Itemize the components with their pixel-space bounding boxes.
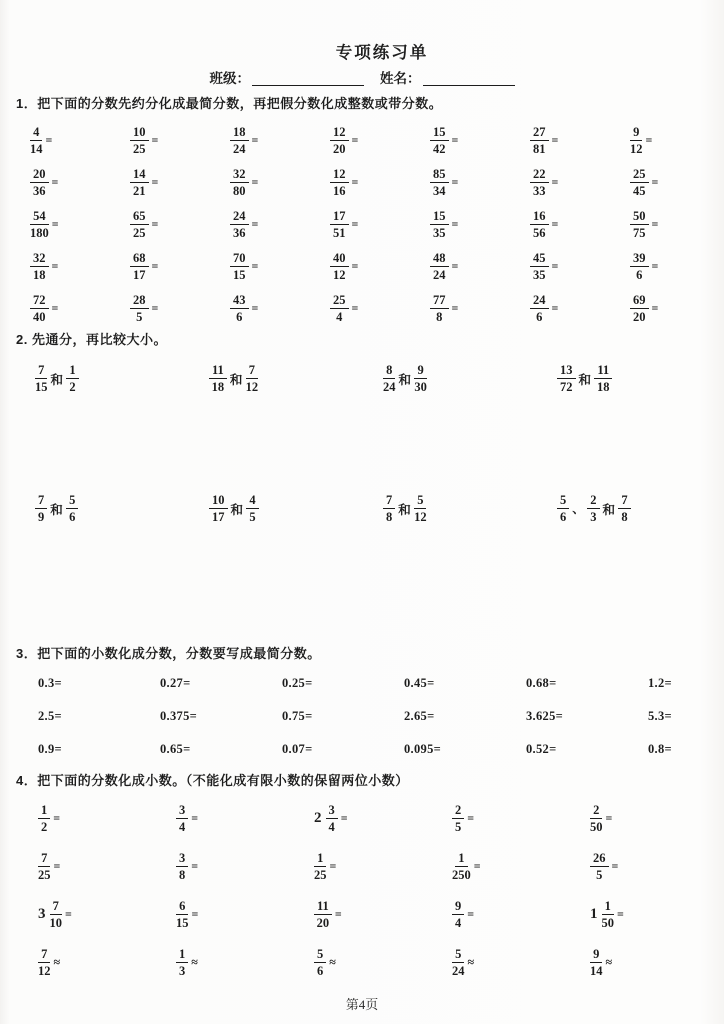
- exercise-item: $\frac{27}{81}$ =: [530, 125, 630, 156]
- page-number: 第4页: [345, 997, 379, 1012]
- fraction: $\frac{3}{4}$: [176, 803, 188, 834]
- exercise-item: 5.3=: [648, 709, 672, 723]
- exercise-item: $\frac{39}{6}$ =: [630, 251, 724, 282]
- fraction: $\frac{50}{75}$: [630, 209, 649, 240]
- fraction: $\frac{85}{34}$: [430, 167, 449, 198]
- exercise-item: $\frac{7}{12}$ ≈: [38, 946, 61, 978]
- fraction: $\frac{10}{17}$: [209, 493, 228, 524]
- fraction: $\frac{11}{20}$: [314, 899, 332, 930]
- fraction: $\frac{7}{12}$: [245, 363, 259, 394]
- fraction: $\frac{43}{6}$: [230, 293, 249, 324]
- fraction: $\frac{16}{56}$: [530, 209, 549, 240]
- exercise-item: $\frac{24}{36}$ =: [230, 209, 330, 240]
- fraction: $\frac{20}{36}$: [30, 167, 49, 198]
- exercise-item: $\frac{18}{24}$ =: [230, 125, 330, 156]
- exercise-item: $\frac{7}{9}$ 和 $\frac{5}{6}$: [35, 481, 209, 524]
- name-blank-field: [423, 71, 515, 86]
- class-label: 班级：: [209, 71, 250, 86]
- fraction: $\frac{5}{12}$: [414, 493, 427, 524]
- fraction: $\frac{12}{20}$: [330, 125, 349, 156]
- exercise-item: $\frac{2}{5}$ =: [452, 803, 590, 834]
- exercise-item: $\frac{28}{5}$ =: [130, 293, 230, 324]
- section4-grid: [38, 794, 724, 986]
- exercise-item: $\frac{7}{25}$ =: [38, 850, 61, 882]
- fraction: $\frac{1}{3}$: [176, 947, 188, 978]
- fraction: $\frac{7}{15}$: [35, 363, 48, 394]
- exercise-item: $\frac{25}{4}$ =: [330, 293, 430, 324]
- exercise-item: 0.68=: [526, 676, 557, 690]
- fraction: $\frac{77}{8}$: [430, 293, 449, 324]
- fraction: $\frac{1}{2}$: [38, 803, 50, 834]
- fraction: $\frac{40}{12}$: [330, 251, 349, 282]
- exercise-item: 0.45=: [404, 676, 435, 690]
- fraction: $\frac{5}{6}$: [314, 947, 326, 978]
- fraction: $\frac{54}{180}$: [30, 208, 49, 240]
- exercise-item: 2 $\frac{3}{4}$ =: [314, 802, 348, 834]
- fraction: $\frac{10}{25}$: [130, 125, 149, 156]
- exercise-item: $\frac{32}{18}$ =: [30, 251, 130, 282]
- fraction: $\frac{27}{81}$: [530, 125, 549, 156]
- section3-grid: [38, 667, 724, 766]
- fraction: $\frac{48}{24}$: [430, 251, 449, 282]
- exercise-item: $\frac{43}{6}$ =: [230, 293, 330, 324]
- fraction: $\frac{14}{21}$: [130, 167, 149, 198]
- exercise-item: $\frac{2}{50}$ =: [590, 802, 613, 834]
- fraction: $\frac{5}{6}$: [66, 493, 78, 524]
- fraction: $\frac{4}{5}$: [246, 493, 258, 524]
- exercise-item: $\frac{6}{15}$ =: [176, 898, 199, 930]
- exercise-item: 0.07=: [282, 742, 313, 756]
- exercise-item: $\frac{45}{35}$ =: [530, 251, 630, 282]
- exercise-item: $\frac{70}{15}$ =: [230, 251, 330, 282]
- exercise-item: $\frac{16}{56}$ =: [530, 209, 630, 240]
- exercise-item: $\frac{3}{4}$ =: [176, 803, 314, 834]
- fraction: $\frac{72}{40}$: [30, 293, 49, 324]
- exercise-item: $\frac{7}{15}$ 和 $\frac{1}{2}$: [35, 351, 209, 394]
- exercise-item: $\frac{5}{6}$ 、 $\frac{2}{3}$ 和 $\frac{7}{8}$: [557, 481, 724, 524]
- fraction: $\frac{1}{25}$: [314, 850, 327, 882]
- section1-grid: [30, 119, 724, 329]
- exercise-item: 0.27=: [160, 676, 191, 690]
- fraction: $\frac{18}{24}$: [230, 125, 249, 156]
- exercise-item: 0.65=: [160, 742, 191, 756]
- exercise-item: 0.095=: [404, 742, 442, 756]
- fraction: $\frac{8}{24}$: [383, 363, 396, 394]
- fraction: $\frac{24}{36}$: [230, 209, 249, 240]
- exercise-item: $\frac{9}{12}$ =: [630, 124, 653, 156]
- exercise-item: $\frac{50}{75}$ =: [630, 209, 724, 240]
- fraction: $\frac{7}{8}$: [618, 493, 630, 524]
- exercise-item: $\frac{85}{34}$ =: [430, 167, 530, 198]
- exercise-item: $\frac{32}{80}$ =: [230, 167, 330, 198]
- exercise-item: $\frac{14}{21}$ =: [130, 167, 230, 198]
- fraction: $\frac{70}{15}$: [230, 251, 249, 282]
- fraction: $\frac{4}{14}$: [30, 124, 43, 156]
- exercise-item: $\frac{5}{6}$ ≈: [314, 947, 452, 978]
- exercise-item: $\frac{11}{20}$ =: [314, 899, 452, 930]
- exercise-item: $\frac{1}{25}$ =: [314, 850, 337, 882]
- fraction: $\frac{7}{8}$: [383, 493, 395, 524]
- fraction: $\frac{24}{6}$: [530, 293, 549, 324]
- fraction: $\frac{32}{18}$: [30, 251, 49, 282]
- exercise-item: 0.75=: [282, 709, 313, 723]
- exercise-item: 3.625=: [526, 709, 564, 723]
- exercise-item: $\frac{1}{250}$ =: [452, 850, 481, 882]
- exercise-item: $\frac{12}{20}$ =: [330, 125, 430, 156]
- section4-heading: 4．把下面的分数化成小数。（不能化成有限小数的保留两位小数）: [16, 773, 409, 788]
- exercise-item: $\frac{25}{45}$ =: [630, 167, 724, 198]
- exercise-item: $\frac{68}{17}$ =: [130, 251, 230, 282]
- exercise-item: $\frac{15}{42}$ =: [430, 125, 530, 156]
- exercise-item: 0.25=: [282, 676, 313, 690]
- fraction: $\frac{15}{35}$: [430, 209, 449, 240]
- exercise-item: $\frac{20}{36}$ =: [30, 167, 130, 198]
- fraction: $\frac{1}{50}$: [601, 898, 614, 930]
- exercise-item: $\frac{77}{8}$ =: [430, 293, 530, 324]
- exercise-item: $\frac{65}{25}$ =: [130, 209, 230, 240]
- fraction: $\frac{3}{8}$: [176, 851, 188, 882]
- exercise-item: 0.9=: [38, 742, 62, 756]
- fraction: $\frac{22}{33}$: [530, 167, 549, 198]
- fraction: $\frac{15}{42}$: [430, 125, 449, 156]
- exercise-item: $\frac{3}{8}$ =: [176, 851, 314, 882]
- fraction: $\frac{69}{20}$: [630, 293, 649, 324]
- fraction: $\frac{7}{12}$: [38, 946, 51, 978]
- exercise-item: $\frac{15}{35}$ =: [430, 209, 530, 240]
- name-label: 姓名：: [380, 71, 421, 86]
- fraction: $\frac{11}{18}$: [209, 363, 227, 394]
- exercise-item: $\frac{69}{20}$ =: [630, 293, 724, 324]
- exercise-item: $\frac{72}{40}$ =: [30, 293, 130, 324]
- fraction: $\frac{12}{16}$: [330, 167, 349, 198]
- exercise-item: $\frac{40}{12}$ =: [330, 251, 430, 282]
- section2-grid: [35, 351, 724, 631]
- fraction: $\frac{25}{45}$: [630, 167, 649, 198]
- header-fields: [0, 67, 724, 87]
- fraction: $\frac{9}{14}$: [590, 946, 603, 978]
- fraction: $\frac{2}{3}$: [587, 493, 599, 524]
- fraction: $\frac{65}{25}$: [130, 209, 149, 240]
- exercise-item: $\frac{9}{14}$ ≈: [590, 946, 613, 978]
- fraction: $\frac{7}{25}$: [38, 850, 51, 882]
- fraction: $\frac{3}{4}$: [326, 803, 338, 834]
- fraction: $\frac{2}{5}$: [452, 803, 464, 834]
- exercise-item: 3 $\frac{7}{10}$ =: [38, 898, 72, 930]
- exercise-item: 0.52=: [526, 742, 557, 756]
- fraction: $\frac{13}{72}$: [557, 363, 576, 394]
- exercise-item: $\frac{22}{33}$ =: [530, 167, 630, 198]
- exercise-item: $\frac{5}{24}$ ≈: [452, 946, 475, 978]
- fraction: $\frac{9}{4}$: [452, 899, 464, 930]
- exercise-item: 0.375=: [160, 709, 198, 723]
- fraction: $\frac{2}{50}$: [590, 802, 603, 834]
- exercise-item: $\frac{54}{180}$ =: [30, 208, 59, 240]
- exercise-item: 2.65=: [404, 709, 435, 723]
- fraction: $\frac{7}{9}$: [35, 493, 47, 524]
- fraction: $\frac{1}{250}$: [452, 850, 471, 882]
- exercise-item: $\frac{24}{6}$ =: [530, 293, 630, 324]
- fraction: $\frac{45}{35}$: [530, 251, 549, 282]
- exercise-item: 0.3=: [38, 676, 62, 690]
- exercise-item: $\frac{10}{25}$ =: [130, 125, 230, 156]
- section3-heading: 3．把下面的小数化成分数，分数要写成最简分数。: [16, 646, 321, 661]
- exercise-item: $\frac{10}{17}$ 和 $\frac{4}{5}$: [209, 481, 383, 524]
- fraction: $\frac{9}{12}$: [630, 124, 643, 156]
- exercise-item: 1 $\frac{1}{50}$ =: [590, 898, 624, 930]
- exercise-item: $\frac{4}{14}$ =: [30, 124, 53, 156]
- exercise-item: $\frac{8}{24}$ 和 $\frac{9}{30}$: [383, 363, 427, 394]
- fraction: $\frac{32}{80}$: [230, 167, 249, 198]
- exercise-item: 2.5=: [38, 709, 62, 723]
- fraction: $\frac{9}{30}$: [414, 363, 427, 394]
- exercise-item: $\frac{13}{72}$ 和 $\frac{11}{18}$: [557, 351, 724, 394]
- fraction: $\frac{39}{6}$: [630, 251, 649, 282]
- exercise-item: $\frac{12}{16}$ =: [330, 167, 430, 198]
- fraction: $\frac{6}{15}$: [176, 898, 189, 930]
- fraction: $\frac{1}{2}$: [66, 363, 78, 394]
- exercise-item: 0.8=: [648, 742, 672, 756]
- fraction: $\frac{5}{6}$: [557, 493, 569, 524]
- exercise-item: $\frac{1}{2}$ =: [38, 803, 176, 834]
- fraction: $\frac{17}{51}$: [330, 209, 349, 240]
- fraction: $\frac{25}{4}$: [330, 293, 349, 324]
- exercise-item: $\frac{48}{24}$ =: [430, 251, 530, 282]
- exercise-item: $\frac{1}{3}$ ≈: [176, 947, 314, 978]
- exercise-item: 1.2=: [648, 676, 672, 690]
- fraction: $\frac{11}{18}$: [594, 363, 612, 394]
- fraction: $\frac{7}{10}$: [49, 898, 62, 930]
- page-title: 专项练习单: [335, 44, 429, 62]
- exercise-item: $\frac{26}{5}$ =: [590, 851, 724, 882]
- exercise-item: $\frac{7}{8}$ 和 $\frac{5}{12}$: [383, 481, 557, 524]
- section2-heading: 2. 先通分，再比较大小。: [16, 332, 167, 347]
- fraction: $\frac{28}{5}$: [130, 293, 149, 324]
- exercise-item: $\frac{11}{18}$ 和 $\frac{7}{12}$: [209, 351, 383, 394]
- fraction: $\frac{5}{24}$: [452, 946, 465, 978]
- section1-heading: 1．把下面的分数先约分化成最简分数，再把假分数化成整数或带分数。: [16, 96, 443, 111]
- fraction: $\frac{26}{5}$: [590, 851, 609, 882]
- class-blank-field: [252, 71, 364, 86]
- exercise-item: $\frac{17}{51}$ =: [330, 209, 430, 240]
- exercise-item: $\frac{9}{4}$ =: [452, 899, 590, 930]
- fraction: $\frac{68}{17}$: [130, 251, 149, 282]
